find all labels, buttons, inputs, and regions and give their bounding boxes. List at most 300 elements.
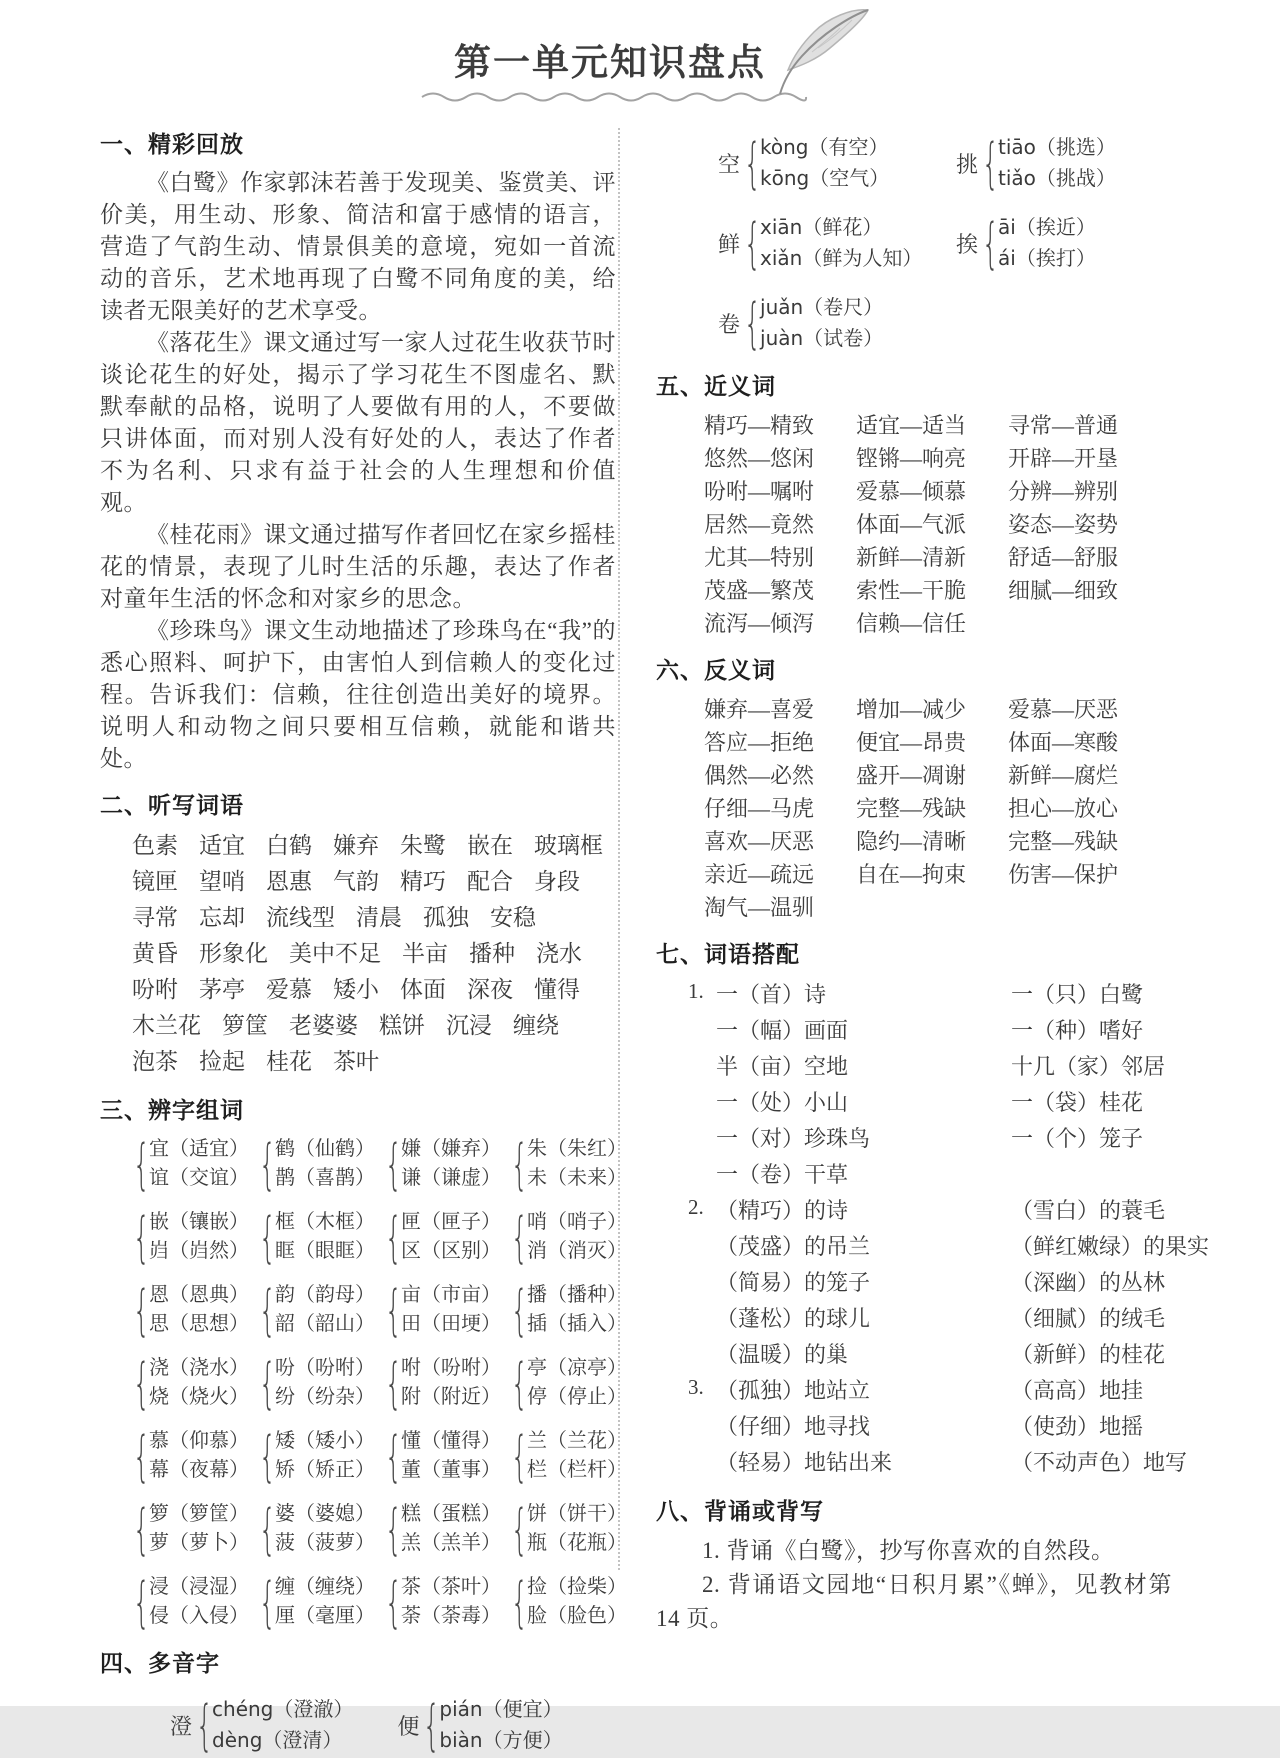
char-pair-bottom: 董（董事） [401,1459,501,1481]
matching-left: （孤独）地站立 [716,1378,871,1403]
brace-icon [749,290,757,356]
matching-right: 十几（家）邻居 [1011,1054,1166,1079]
char-pair-stack [149,1573,249,1631]
polyphone-stack [760,132,889,194]
char-pair-row [100,1352,627,1414]
section-dictation-words [100,787,616,1080]
word-row [100,828,616,864]
char-pair-top: 框（木框） [275,1211,375,1233]
char-pair-bottom: 谊（交谊） [149,1167,249,1189]
antonym-pair: 体面—寒酸 [1008,730,1119,755]
word: 缠绕 [513,1013,559,1038]
char-pair-group [134,1352,260,1414]
char-pair-group [512,1352,638,1414]
char-pair-top: 箩（箩筐） [149,1503,249,1525]
char-pair-row [100,1206,627,1268]
brace-icon [264,1279,272,1341]
polyphone-stack [439,1694,562,1756]
brace-icon [516,1571,524,1633]
matching-rows [716,1193,1210,1373]
brace-icon [138,1279,146,1341]
char-pair-row [100,1279,627,1341]
antonym-pair: 完整—残缺 [1008,829,1119,854]
word: 美中不足 [289,941,381,966]
char-pair-bottom: 韶（韶山） [275,1313,375,1335]
matching-row [716,1121,1172,1157]
polyphone-stack [998,212,1096,274]
char-pair-top: 缠（缠绕） [275,1576,375,1598]
brace-icon [201,1692,209,1758]
char-pair-top: 浸（浸湿） [149,1576,249,1598]
polyphone-stack [212,1694,353,1756]
matching-row [716,977,1172,1013]
antonym-pair: 隐约—清晰 [856,829,967,854]
paragraph: 《落花生》课文通过写一家人过花生收获节时谈论花生的好处，揭示了学习花生不图虚名、默默奉献的品格，说明了人要做有用的人，不要做只讲体面，而对别人没有好处的人，表达了作者不为名利、只求有益于社会的人生理想和价值观。 [100,330,616,515]
char-pair-top: 饼（饼干） [527,1503,627,1525]
char-pair-bottom: 烧（烧火） [149,1386,249,1408]
char-pair-top: 浇（浇水） [149,1357,249,1379]
synonym-pair: 尤其—特别 [704,545,815,570]
matching-right: （鲜红嫩绿）的果实 [1011,1234,1210,1259]
matching-left: （温暖）的巢 [716,1342,849,1367]
synonym-row [656,475,1172,508]
char-pair-row [100,1425,627,1487]
brace-icon [138,1571,146,1633]
char-pair-bottom: 荼（荼毒） [401,1605,501,1627]
word: 泡茶 [132,1049,178,1074]
matching-right [1011,1157,1172,1193]
brace-icon [390,1133,398,1195]
matching-left: （精巧）的诗 [716,1198,849,1223]
char-pair-group [386,1279,512,1341]
char-pair-bottom: 未（未来） [527,1167,627,1189]
antonym-pair: 偶然—必然 [704,763,815,788]
brace-icon [264,1206,272,1268]
wavy-underline [420,88,808,104]
char-pair-top: 慕（仰慕） [149,1430,249,1452]
synonym-pair: 悠然—悠闲 [704,446,815,471]
page-title: 第一单元知识盘点 [454,42,766,83]
matching-left: （茂盛）的吊兰 [716,1234,871,1259]
block-number: 1. [688,979,704,1003]
char-pair-bottom: 厘（毫厘） [275,1605,375,1627]
brace-icon [390,1498,398,1560]
char-pair-stack [401,1354,501,1412]
antonym-pair: 增加—减少 [856,697,967,722]
polyphone-group [397,1692,562,1758]
section-heading: 二、听写词语 [100,792,244,818]
matching-left: 一（卷）干草 [716,1162,849,1187]
polyphone-group [956,210,1184,276]
section-synonyms [656,368,1172,640]
paragraph: 《桂花雨》课文通过描写作者回忆在家乡摇桂花的情景，表现了儿时生活的乐趣，表达了作者对童年生活的怀念和对家乡的思念。 [100,522,616,611]
matching-row [716,1049,1172,1085]
char-pair-top: 鹤（仙鹤） [275,1138,375,1160]
brace-icon [264,1352,272,1414]
section-heading: 五、近义词 [656,373,776,399]
synonym-pair: 分辨—辨别 [1008,479,1119,504]
polyphone-char: 空 [718,151,741,177]
brace-icon [138,1206,146,1268]
word-row [100,936,616,972]
char-pair-stack [149,1427,249,1485]
brace-icon [516,1133,524,1195]
synonym-pair: 铿锵—响亮 [856,446,967,471]
polyphone-char: 挑 [956,151,979,177]
antonym-row [656,858,1172,891]
brace-icon [264,1498,272,1560]
word: 播种 [469,941,515,966]
char-pair-group [260,1206,386,1268]
char-pair-top: 嵌（镶嵌） [149,1211,249,1233]
char-pair-top: 朱（朱红） [527,1138,627,1160]
char-pair-stack [149,1208,249,1266]
pinyin-bottom: xiǎn（鲜为人知） [760,246,923,270]
antonym-pair: 盛开—凋谢 [856,763,967,788]
polyphone-char: 便 [397,1713,420,1739]
polyphone-group [170,1692,353,1758]
matching-row [716,1229,1210,1265]
brace-icon [516,1206,524,1268]
char-pair-top: 捡（捡柴） [527,1576,627,1598]
synonym-pair: 适宜—适当 [856,413,967,438]
word: 黄昏 [132,941,178,966]
char-pair-bottom: 谦（谦虚） [401,1167,501,1189]
char-pair-group [512,1133,638,1195]
section-recitation [656,1493,1172,1636]
word-row [100,1044,616,1080]
polyphone-stack [760,212,922,274]
matching-row [716,1157,1172,1193]
brace-icon [264,1133,272,1195]
section-highlights [100,126,616,775]
matching-right: （雪白）的蓑毛 [1011,1198,1166,1223]
char-pair-top: 矮（矮小） [275,1430,375,1452]
brace-icon [428,1692,436,1758]
word: 箩筐 [222,1013,268,1038]
section-polyphones [100,1645,616,1758]
char-pair-group [134,1133,260,1195]
char-pair-stack [275,1573,375,1631]
matching-left: 一（幅）画面 [716,1018,849,1043]
section-heading: 一、精彩回放 [100,131,244,157]
char-pair-group [512,1425,638,1487]
brace-icon [138,1133,146,1195]
word: 色素 [132,833,178,858]
char-pair-stack [527,1573,627,1631]
char-pair-group [512,1498,638,1560]
char-pair-stack [149,1500,249,1558]
word: 矮小 [333,977,379,1002]
pinyin-top: kòng（有空） [760,135,889,159]
char-pair-group [134,1498,260,1560]
char-pair-stack [401,1281,501,1339]
char-pair-bottom: 岿（岿然） [149,1240,249,1262]
char-pair-group [134,1279,260,1341]
word: 嵌在 [467,833,513,858]
synonym-row [656,574,1172,607]
char-pair-group [260,1498,386,1560]
word: 望哨 [199,869,245,894]
char-pair-top: 亩（市亩） [401,1284,501,1306]
paragraph: 《珍珠鸟》课文生动地描述了珍珠鸟在“我”的悉心照料、呵护下，由害怕人到信赖人的变化过程。告诉我们：信赖，往往创造出美好的境界。说明人和动物之间只要相互信赖，就能和谐共处。 [100,618,616,771]
word: 深夜 [467,977,513,1002]
word: 适宜 [199,833,245,858]
char-pair-top: 韵（韵母） [275,1284,375,1306]
char-pair-bottom: 脸（脸色） [527,1605,627,1627]
char-pair-stack [149,1354,249,1412]
char-pair-bottom: 消（消灭） [527,1240,627,1262]
synonym-pair: 吩咐—嘱咐 [704,479,815,504]
word: 半亩 [402,941,448,966]
polyphone-stack [998,132,1116,194]
synonym-pair: 茂盛—繁茂 [704,578,815,603]
polyphone-grid [656,130,1172,356]
matching-row [716,1013,1172,1049]
polyphone-group [718,210,956,276]
char-pair-group [260,1279,386,1341]
polyphone-row [100,1692,616,1758]
recitation-item: 1. 背诵《白鹭》，抄写你喜欢的自然段。 [702,1538,1115,1563]
char-pair-group [512,1206,638,1268]
char-pair-stack [401,1208,501,1266]
recitation-item: 2. 背诵语文园地“日积月累”《蝉》，见教材第 14 页。 [656,1572,1172,1631]
synonym-row [656,442,1172,475]
char-pair-row [100,1133,627,1195]
antonym-pair: 完整—残缺 [856,796,967,821]
brace-icon [264,1425,272,1487]
antonym-pair: 自在—拘束 [856,862,967,887]
brace-icon [390,1279,398,1341]
char-pair-bottom: 萝（萝卜） [149,1532,249,1554]
char-pair-top: 哨（哨子） [527,1211,627,1233]
word: 配合 [467,869,513,894]
word: 老婆婆 [289,1013,358,1038]
char-pair-bottom: 栏（栏杆） [527,1459,627,1481]
matching-row [716,1337,1172,1373]
brace-icon [516,1498,524,1560]
char-pair-stack [527,1208,627,1266]
brace-icon [138,1498,146,1560]
brace-icon [987,210,995,276]
synonym-row [656,541,1172,574]
matching-right: 一（袋）桂花 [1011,1090,1144,1115]
matching-right: （不动声色）地写 [1011,1450,1188,1475]
synonym-row [656,508,1172,541]
matching-right: （高高）地挂 [1011,1378,1144,1403]
char-pair-top: 茶（茶叶） [401,1576,501,1598]
char-pair-group [386,1206,512,1268]
synonym-pair: 信赖—信任 [856,611,967,636]
antonym-pair: 嫌弃—喜爱 [704,697,815,722]
brace-icon [749,130,757,196]
section-heading: 四、多音字 [100,1650,220,1676]
char-pair-group [260,1133,386,1195]
word-row [100,972,616,1008]
matching-left: （仔细）地寻找 [716,1414,871,1439]
char-pair-top: 婆（婆媳） [275,1503,375,1525]
synonym-row [656,607,1172,640]
synonym-pair: 体面—气派 [856,512,967,537]
synonym-pair: 姿态—姿势 [1008,512,1119,537]
synonym-pair: 居然—竟然 [704,512,815,537]
antonym-pair: 爱慕—厌恶 [1008,697,1119,722]
antonym-pair: 仔细—马虎 [704,796,815,821]
brace-icon [749,210,757,276]
matching-left: （轻易）地钻出来 [716,1450,893,1475]
paragraph: 《白鹭》作家郭沫若善于发现美、鉴赏美、评价美，用生动、形象、简洁和富于感情的语言，营造了气韵生动、情景俱美的意境，宛如一首流动的音乐，艺术地再现了白鹭不同角度的美，给读者无限美好的艺术享受。 [100,170,616,323]
char-pair-top: 宜（适宜） [149,1138,249,1160]
char-pair-bottom: 纷（纷杂） [275,1386,375,1408]
brace-icon [390,1206,398,1268]
char-pair-stack [527,1281,627,1339]
char-pair-bottom: 鹊（喜鹊） [275,1167,375,1189]
word: 茅亭 [199,977,245,1002]
matching-right: （深幽）的丛林 [1011,1270,1166,1295]
char-pair-top: 匣（匣子） [401,1211,501,1233]
char-pair-top: 嫌（嫌弃） [401,1138,501,1160]
antonym-list [656,693,1172,924]
matching-left: 一（首）诗 [716,982,827,1007]
char-pair-grid [100,1133,627,1633]
antonym-pair: 便宜—昂贵 [856,730,967,755]
matching-block [656,1373,1188,1481]
pinyin-bottom: kōng（空气） [760,166,890,190]
polyphone-char: 挨 [956,231,979,257]
antonym-pair: 担心—放心 [1008,796,1119,821]
section-heading: 三、辨字组词 [100,1097,244,1123]
char-pair-group [134,1425,260,1487]
antonym-pair: 新鲜—腐烂 [1008,763,1119,788]
matching-block [656,977,1172,1193]
pinyin-bottom: tiǎo（挑战） [998,166,1116,190]
char-pair-group [260,1352,386,1414]
char-pair-bottom: 附（附近） [401,1386,501,1408]
antonym-pair: 伤害—保护 [1008,862,1119,887]
char-pair-bottom: 停（停止） [527,1386,627,1408]
char-pair-stack [275,1500,375,1558]
word: 嫌弃 [333,833,379,858]
matching-right: （新鲜）的桂花 [1011,1342,1166,1367]
word: 身段 [534,869,580,894]
brace-icon [390,1425,398,1487]
synonym-pair: 新鲜—清新 [856,545,967,570]
char-pair-stack [527,1354,627,1412]
matching-row [716,1445,1188,1481]
word: 恩惠 [266,869,312,894]
matching-blocks [656,977,1210,1481]
char-pair-group [134,1206,260,1268]
char-pair-top: 恩（恩典） [149,1284,249,1306]
matching-left: （简易）的笼子 [716,1270,871,1295]
left-column [100,126,627,1758]
char-pair-top: 亭（凉亭） [527,1357,627,1379]
synonym-row [656,409,1172,442]
matching-left: 半（亩）空地 [716,1054,849,1079]
matching-row [716,1265,1172,1301]
word: 安稳 [490,905,536,930]
matching-right: （细腻）的绒毛 [1011,1306,1166,1331]
brace-icon [390,1571,398,1633]
word: 白鹤 [266,833,312,858]
char-pair-group [134,1571,260,1633]
word: 捡起 [199,1049,245,1074]
matching-right: 一（种）嗜好 [1011,1018,1144,1043]
char-pair-group [386,1352,512,1414]
section-heading: 八、背诵或背写 [656,1498,824,1524]
word: 吩咐 [132,977,178,1002]
word: 朱鹭 [400,833,446,858]
page-header [440,32,780,86]
antonym-row [656,759,1172,792]
word: 体面 [400,977,446,1002]
polyphone-char: 卷 [718,311,741,337]
section-heading: 六、反义词 [656,657,776,683]
word: 孤独 [423,905,469,930]
char-pair-bottom: 区（区别） [401,1240,501,1262]
word: 气韵 [333,869,379,894]
char-pair-row [100,1571,627,1633]
matching-right: 一（只）白鹭 [1011,982,1144,1007]
char-pair-top: 播（播种） [527,1284,627,1306]
char-pair-group [386,1133,512,1195]
char-pair-group [386,1498,512,1560]
char-pair-stack [401,1427,501,1485]
synonym-pair: 流泻—倾泻 [704,611,815,636]
word: 忘却 [199,905,245,930]
antonym-row [656,891,1172,924]
antonym-row [656,726,1172,759]
pinyin-bottom: ái（挨打） [998,246,1096,270]
matching-row [716,1193,1172,1229]
block-number: 3. [688,1375,704,1399]
word: 玻璃框 [534,833,603,858]
word-row [100,864,616,900]
synonym-list [656,409,1172,640]
synonym-pair: 索性—干脆 [856,578,967,603]
char-pair-stack [275,1354,375,1412]
char-pair-bottom: 眶（眼眶） [275,1240,375,1262]
char-pair-group [260,1425,386,1487]
char-pair-stack [275,1208,375,1266]
synonym-pair: 细腻—细致 [1008,578,1119,603]
char-pair-bottom: 羔（羔羊） [401,1532,501,1554]
brace-icon [516,1279,524,1341]
word: 桂花 [266,1049,312,1074]
char-pair-top: 懂（懂得） [401,1430,501,1452]
section-polyphones-continued [656,130,1172,356]
feather-icon [772,4,884,100]
matching-block [656,1193,1210,1373]
pinyin-top: juǎn（卷尺） [760,295,884,319]
char-pair-row [100,1498,627,1560]
pinyin-top: chéng（澄澈） [212,1697,354,1721]
word: 木兰花 [132,1013,201,1038]
synonym-pair: 寻常—普通 [1008,413,1119,438]
right-column [656,126,1210,1636]
synonym-pair: 开辟—开垦 [1008,446,1119,471]
matching-row [716,1373,1172,1409]
brace-icon [138,1352,146,1414]
char-pair-group [512,1571,638,1633]
char-pair-stack [275,1427,375,1485]
word-row [100,1008,616,1044]
word: 沉浸 [446,1013,492,1038]
pinyin-bottom: juàn（试卷） [760,326,884,350]
matching-right: （使劲）地摇 [1011,1414,1144,1439]
pinyin-top: pián（便宜） [439,1697,563,1721]
char-pair-group [386,1571,512,1633]
